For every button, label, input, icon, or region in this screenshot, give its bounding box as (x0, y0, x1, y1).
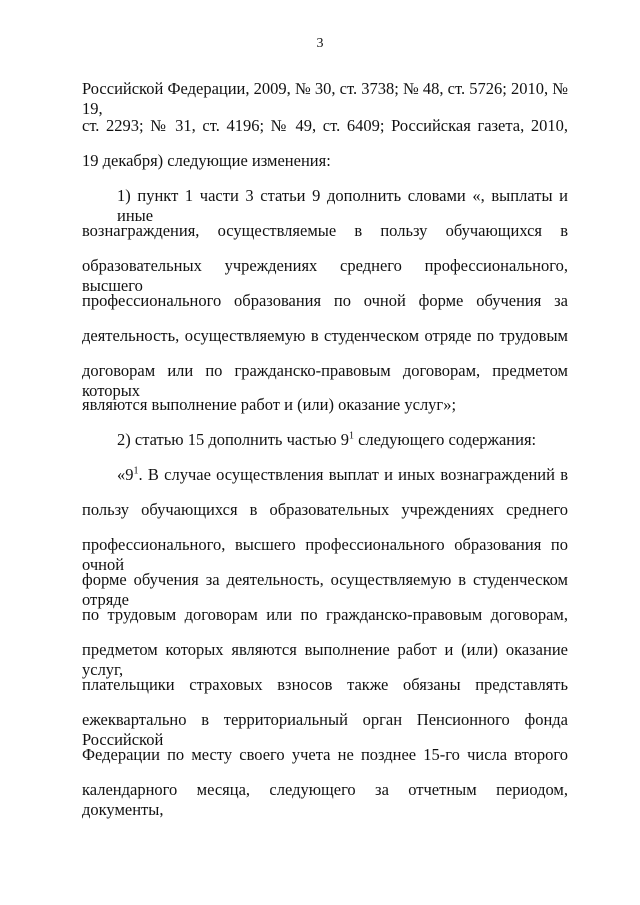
text-line-15: форме обучения за деятельность, осуществляемую в студенческом отряде (82, 570, 568, 609)
page-number: 3 (316, 36, 324, 51)
text-line-3: 19 декабря) следующие изменения: (82, 151, 331, 170)
text-line-11 (117, 430, 568, 450)
text-line-13: пользу обучающихся в образовательных учреждениях среднего (82, 500, 568, 519)
text-line-12 (117, 465, 568, 485)
text-line-16: по трудовым договорам или по гражданско-правовым договорам, (82, 605, 568, 624)
text-line-6: образовательных учреждениях среднего профессионального, высшего (82, 256, 568, 295)
text-line-17: предметом которых являются выполнение работ и (или) оказание услуг, (82, 640, 568, 679)
text-line-1: Российской Федерации, 2009, № 30, ст. 3738; № 48, ст. 5726; 2010, № 19, (82, 79, 568, 118)
text-line-4: 1) пункт 1 части 3 статьи 9 дополнить словами «, выплаты и иные (117, 186, 568, 225)
text-line-21: календарного месяца, следующего за отчетным периодом, документы, (82, 780, 568, 819)
text-line-18: плательщики страховых взносов также обязаны представлять (82, 675, 568, 694)
text-line-5: вознаграждения, осуществляемые в пользу обучающихся в (82, 221, 568, 240)
text-line-10: являются выполнение работ и (или) оказание услуг»; (82, 395, 457, 414)
text-line-20: Федерации по месту своего учета не позднее 15-го числа второго (82, 745, 568, 764)
text-line-19: ежеквартально в территориальный орган Пенсионного фонда Российской (82, 710, 568, 749)
superscript-1: 1 (348, 430, 354, 442)
text-line-12-part-2: . В случае осуществления выплат и иных вознаграждений в (138, 465, 568, 484)
text-line-11-part-2: следующего содержания: (353, 430, 537, 449)
text-line-2: ст. 2293; № 31, ст. 4196; № 49, ст. 6409; Российская газета, 2010, (82, 116, 568, 135)
text-line-14: профессионального, высшего профессионального образования по очной (82, 535, 568, 574)
text-line-8: деятельность, осуществляемую в студенческом отряде по трудовым (82, 326, 568, 345)
text-line-12-part-1: «9 (117, 465, 134, 484)
superscript-2: 1 (133, 465, 139, 477)
text-line-7: профессионального образования по очной форме обучения за (82, 291, 568, 310)
text-line-9: договорам или по гражданско-правовым договорам, предметом которых (82, 361, 568, 400)
text-line-11-part-1: 2) статью 15 дополнить частью 9 (117, 430, 349, 449)
